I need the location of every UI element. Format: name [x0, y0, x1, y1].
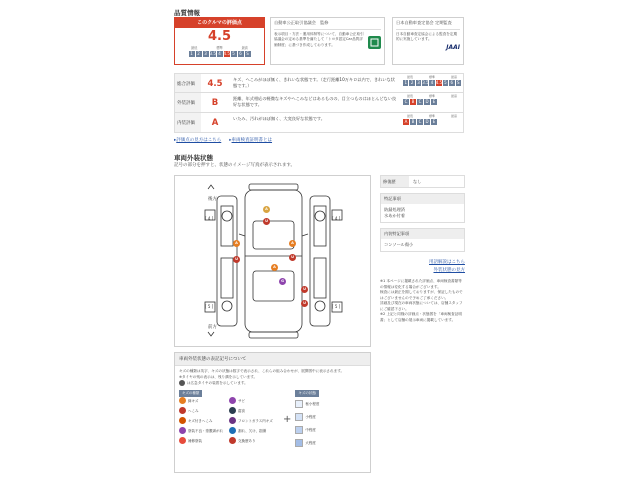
- type-dot-icon: [179, 397, 186, 404]
- assoc-box: [270, 17, 385, 65]
- scale-head-min: 最低: [191, 46, 198, 50]
- ratings-table: [174, 73, 464, 133]
- rear-label: 後方: [208, 197, 217, 202]
- repair-history-head: 修復歴: [381, 176, 409, 187]
- terms-link[interactable]: [380, 259, 465, 265]
- scale-cell: 1: [404, 80, 407, 85]
- footnote: 検査には最正を期しておりますが、保証したものではございませんので予めご了承ください。: [380, 290, 463, 300]
- state-label: 大程度: [305, 440, 316, 445]
- eval-card-score: 4.5: [207, 29, 232, 44]
- legend-state-item: [295, 439, 345, 449]
- rating-label: 内装評価: [175, 113, 201, 132]
- special-notes-head: 特記事項: [381, 194, 464, 204]
- damage-marker[interactable]: U: [233, 256, 240, 263]
- footnotes: [380, 279, 465, 323]
- scale-cell: 4: [430, 80, 434, 85]
- damage-marker[interactable]: A: [263, 206, 270, 213]
- rating-row: [174, 73, 464, 93]
- type-label: 割れ、欠け、損傷: [238, 428, 267, 433]
- damage-marker[interactable]: U: [289, 254, 296, 261]
- footnote: ※2 上記と同様の評価点・状態図を「車両検査証明書」として店舗の展示車両に掲載しています。: [380, 312, 462, 322]
- legend-type-item: [229, 407, 279, 417]
- state-label: 小程度: [305, 414, 316, 419]
- scale-head-max: 最高: [450, 114, 457, 118]
- states-head: キズの状態: [295, 390, 318, 397]
- eval-card-scale-head: [175, 45, 264, 50]
- state-box-icon: [295, 413, 303, 421]
- state-label: 極小程度: [305, 401, 320, 406]
- scale-cell: C: [404, 99, 408, 104]
- legend-type-item: [179, 407, 229, 417]
- legend-type-item: [179, 427, 229, 437]
- scale-cell: S: [456, 80, 460, 85]
- footnote: ※1 本ページに掲載された評価点、車両検査書類等の情報は変化する場合がございます。: [380, 279, 462, 289]
- scale-head-std: 標準: [428, 114, 435, 118]
- scale-cell: 3: [204, 51, 207, 56]
- type-label: へこみ: [188, 408, 199, 413]
- type-dot-icon: [229, 437, 236, 444]
- jaai-logo: JAAI: [446, 43, 460, 51]
- legend-type-item: [179, 397, 229, 407]
- scale-head-min: 最低: [407, 75, 414, 79]
- scale-cell: 3.5: [209, 51, 216, 56]
- rating-scale: [401, 93, 463, 112]
- jaai-title: 日本自動車査定協会 定期監査: [396, 20, 452, 25]
- side-table: [380, 175, 465, 323]
- type-label: 線キズ: [188, 398, 199, 403]
- legend-state-item: [295, 400, 345, 410]
- special-notes-value: 防錆処理済 水あか付着: [384, 207, 405, 218]
- rating-value: A: [211, 118, 219, 128]
- scale-head-std: 標準: [216, 46, 223, 50]
- eval-guide-link[interactable]: ▸評価点の見方はこちら: [174, 138, 222, 143]
- legend-state-item: [295, 426, 345, 436]
- scale-cell: C: [418, 99, 422, 104]
- tire-label-lf: [ 4 ]: [205, 216, 214, 221]
- eval-card: [174, 17, 265, 65]
- scale-cell: 2: [410, 80, 414, 85]
- scale-head-max: 最高: [241, 46, 248, 50]
- scale-cell: B: [411, 119, 415, 124]
- type-dot-icon: [179, 437, 186, 444]
- damage-marker[interactable]: G: [279, 278, 286, 285]
- legend-type-item: [229, 427, 279, 437]
- state-box-icon: [295, 426, 303, 434]
- rating-scale: [401, 74, 463, 92]
- scale-cell: 4.5: [223, 51, 230, 56]
- legend-state-item: [295, 413, 345, 423]
- rating-desc: いたみ、汚れがほぼ無く、大変良好な状態です。: [233, 116, 325, 121]
- tire-label-rf: [ 4 ]: [332, 216, 341, 221]
- state-label: 中程度: [305, 427, 316, 432]
- scale-cell: 3: [417, 80, 420, 85]
- scale-cell: 6: [450, 80, 454, 85]
- assoc-seal-icon: [368, 36, 381, 49]
- scale-head-min: 最低: [407, 114, 414, 118]
- legend-type-item: [229, 397, 279, 407]
- damage-marker[interactable]: U: [263, 218, 270, 225]
- exterior-note: 記号の部分を押すと、状態のイメージ写真が表示されます。: [174, 163, 296, 168]
- legend-states: [295, 390, 345, 449]
- damage-marker[interactable]: A: [233, 240, 240, 247]
- scale-cell: 4.5: [435, 80, 443, 85]
- rating-label: 総合評価: [175, 74, 201, 92]
- rating-value: B: [211, 98, 219, 108]
- inspect-cert-link-text[interactable]: 車両検査証明書とは: [231, 138, 273, 143]
- quality-heading: 品質情報: [174, 9, 200, 17]
- type-label: 補修塗装: [188, 438, 202, 443]
- legend-text-2: ※タイヤの残の表示は、残り溝を示しています。: [179, 374, 258, 379]
- plus-icon: +: [283, 413, 292, 425]
- interior-notes-head: 内装特記事項: [381, 229, 464, 239]
- legend-text-1: キズの種類は英字、キズの状態は数字で表示され、これらの組み合わせが、展開図中に表示されます。: [179, 369, 345, 373]
- rating-row: [174, 113, 464, 133]
- how-link[interactable]: [380, 267, 465, 273]
- scale-cell: E: [432, 119, 436, 124]
- legend-types: [179, 390, 279, 449]
- type-dot-icon: [229, 427, 236, 434]
- jaai-box: [392, 17, 464, 65]
- assoc-title: 自動車公正取引協議会 監修: [274, 20, 329, 25]
- rating-scale: [401, 113, 463, 132]
- scale-cell: B: [411, 99, 415, 104]
- inspect-cert-link[interactable]: ▸車両検査証明書とは: [229, 138, 273, 143]
- eval-card-scale: [175, 51, 264, 57]
- type-dot-icon: [229, 397, 236, 404]
- scale-cell: E: [432, 99, 436, 104]
- legend-type-item: [179, 437, 229, 447]
- scale-head-max: 最高: [450, 75, 457, 79]
- spare-tire-icon: [179, 380, 185, 386]
- damage-marker[interactable]: A: [271, 264, 278, 271]
- legend-title: 車両外装状態の表記記号について: [175, 353, 370, 366]
- rating-row: [174, 93, 464, 113]
- legend-box: [174, 352, 371, 473]
- scale-cell: 5: [444, 80, 447, 85]
- rating-label: 外装評価: [175, 93, 201, 112]
- damage-marker[interactable]: U: [301, 300, 308, 307]
- front-label: 前方: [208, 325, 217, 330]
- damage-marker[interactable]: A: [289, 240, 296, 247]
- how-link-text[interactable]: 外装状態の見方: [433, 268, 465, 273]
- legend-type-item: [229, 417, 279, 427]
- terms-link-text[interactable]: 用語解説はこちら: [429, 260, 465, 265]
- rating-desc: キズ、へこみがほぼ無く、きれいな状態です。（走行距離10万キロ以内で、きれいな状態です。）: [233, 77, 395, 88]
- car-outline: [175, 176, 372, 348]
- rating-value: 4.5: [207, 79, 223, 89]
- type-label: サビ: [238, 398, 245, 403]
- legend-type-item: [229, 437, 279, 447]
- legend-type-item: [179, 417, 229, 427]
- type-dot-icon: [179, 427, 186, 434]
- tire-label-rr: [ 5 ]: [332, 304, 341, 309]
- scale-head-std: 標準: [428, 94, 435, 98]
- scale-cell: 3.5: [422, 80, 429, 85]
- scale-cell: C: [418, 119, 422, 124]
- jaai-text: 日本自動車査定協会による監査を定期的に実施しています。: [396, 31, 458, 41]
- scale-cell: 4: [218, 51, 221, 56]
- scale-cell: A: [404, 119, 408, 124]
- scale-cell: D: [425, 99, 429, 104]
- types-head: キズの種類: [179, 390, 202, 397]
- scale-head-min: 最低: [407, 94, 414, 98]
- eval-guide-link-text[interactable]: 評価点の見方はこちら: [176, 138, 222, 143]
- type-label: フロントガラス内キズ: [238, 418, 273, 423]
- scale-cell: D: [425, 119, 429, 124]
- eval-card-title: このクルマの評価点: [175, 18, 264, 28]
- state-box-icon: [295, 439, 303, 447]
- scale-cell: 2: [197, 51, 200, 56]
- tire-label-lr: [ 5 ]: [205, 304, 214, 309]
- assoc-text: 表示項目・方法・運用体制等について、自動車公正取引協議会の定める基準を満たして「トヨタ認定Car品質評価制度」に基づき作成しております。: [274, 31, 364, 47]
- scale-cell: 1: [190, 51, 193, 56]
- type-label: 交換歴あり: [238, 438, 256, 443]
- repair-history-value: なし: [413, 179, 422, 184]
- scale-head-max: 最高: [450, 94, 457, 98]
- rating-desc: 距離、年式相応の軽微なキズやへこみなどはあるものの、目立つものはほとんどない良好な状態です。: [233, 96, 397, 107]
- ratings-links: [174, 137, 272, 143]
- car-diagram: [174, 175, 371, 347]
- scale-cell: 6: [239, 51, 242, 56]
- footnote: 詳細及び現在の車両状態については、店舗スタッフにご確認下さい。: [380, 301, 463, 311]
- scale-head-std: 標準: [428, 75, 435, 79]
- type-label: キズ付きへこみ: [188, 418, 213, 423]
- damage-marker[interactable]: U: [301, 286, 308, 293]
- type-dot-icon: [229, 407, 236, 414]
- type-dot-icon: [229, 417, 236, 424]
- type-dot-icon: [179, 407, 186, 414]
- type-label: 腐食: [238, 408, 245, 413]
- state-box-icon: [295, 400, 303, 408]
- type-dot-icon: [179, 417, 186, 424]
- interior-notes-value: コンソール傷小: [384, 242, 414, 247]
- type-label: 塗装不良・塗膜剥がれ: [188, 428, 223, 433]
- exterior-heading: 車両外装状態: [174, 154, 213, 162]
- scale-cell: S: [246, 51, 249, 56]
- legend-text-3: は広急タイヤの装着を示しています。: [187, 381, 248, 385]
- scale-cell: 5: [232, 51, 235, 56]
